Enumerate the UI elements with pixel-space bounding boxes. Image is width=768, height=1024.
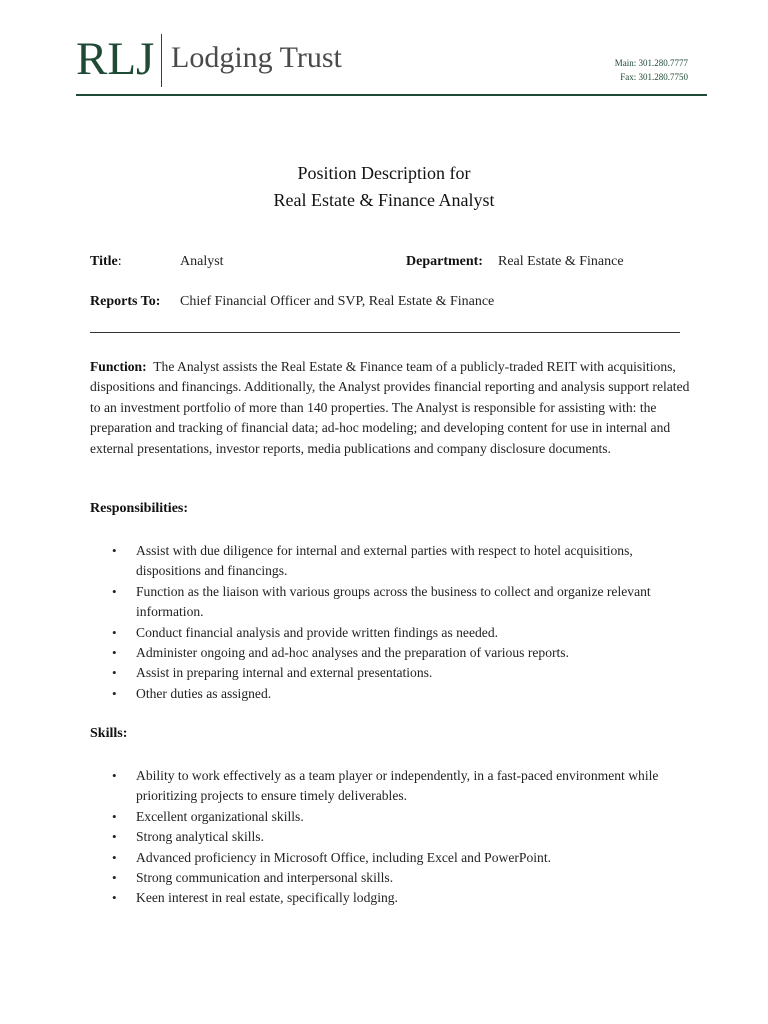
contact-block: [615, 56, 688, 84]
list-item-text: Strong communication and interpersonal skills.: [136, 870, 394, 886]
fax-number: Fax: 301.280.7750: [620, 72, 688, 82]
department-field-value: Real Estate & Finance: [498, 254, 624, 269]
list-item-text: Keen interest in real estate, specifically lodging.: [136, 890, 398, 906]
company-logo-name: Lodging Trust: [171, 41, 342, 74]
document-title-line2: Real Estate & Finance Analyst: [273, 190, 495, 210]
responsibilities-list: [90, 541, 690, 704]
bullet-icon: •: [112, 829, 117, 845]
bullet-icon: •: [112, 849, 117, 865]
list-item-text: Advanced proficiency in Microsoft Office, including Excel and PowerPoint.: [136, 849, 552, 865]
list-item: [90, 684, 690, 704]
reports-to-field-label: Reports To:: [90, 294, 161, 309]
function-paragraph: [90, 357, 690, 459]
list-item: [90, 766, 690, 807]
bullet-icon: •: [112, 685, 117, 701]
skills-list: [90, 766, 690, 909]
list-item-text: Strong analytical skills.: [136, 829, 264, 845]
responsibilities-heading: Responsibilities:: [90, 501, 189, 516]
list-item: [90, 643, 690, 663]
main-phone: Main: 301.280.7777: [614, 58, 688, 68]
list-item: [90, 827, 690, 847]
title-label-text: Title: [90, 254, 118, 269]
function-text: The Analyst assists the Real Estate & Finance team of a publicly-traded REIT with acquisitions, dispositions and financings. Additionally, the Analyst provides financial reporting and analysis support related to an investment portfolio of more than 140 properties. The Analyst is responsible for assisting with: the preparation and tracking of financial data; ad-hoc modeling; and developing content for use in internal and external presentations, investor reports, media publications and company disclosure documents.: [90, 359, 690, 456]
list-item-text: Function as the liaison with various groups across the business to collect and organize relevant information.: [136, 583, 651, 620]
header-rule: [76, 94, 707, 96]
bullet-icon: •: [112, 624, 117, 640]
list-item: [90, 541, 690, 582]
bullet-icon: •: [112, 665, 117, 681]
list-item: [90, 623, 690, 643]
title-label-colon: :: [117, 254, 122, 269]
bullet-icon: •: [112, 870, 117, 886]
company-logo-initials: RLJ: [76, 33, 155, 85]
reports-to-field-value: Chief Financial Officer and SVP, Real Estate & Finance: [180, 294, 495, 309]
bullet-icon: •: [112, 768, 117, 783]
department-field-label: Department:: [406, 254, 483, 269]
list-item-text: Administer ongoing and ad-hoc analyses and the preparation of various reports.: [136, 645, 569, 661]
document-title-line1: Position Description for: [297, 163, 471, 183]
list-item-text: Conduct financial analysis and provide written findings as needed.: [136, 624, 499, 640]
bullet-icon: •: [112, 645, 117, 661]
skills-heading: Skills:: [90, 726, 128, 741]
list-item: [90, 807, 690, 827]
list-item: [90, 868, 690, 888]
logo-divider: [161, 34, 162, 87]
list-item-text: Ability to work effectively as a team player or independently, in a fast-paced environment while prioritizing projects to ensure timely deliverables.: [136, 768, 659, 804]
title-field-label: [90, 254, 122, 270]
bullet-icon: •: [112, 543, 117, 558]
list-item: [90, 582, 690, 623]
bullet-icon: •: [112, 808, 117, 824]
function-label: Function:: [90, 359, 147, 374]
fields-divider: [90, 332, 680, 333]
list-item-text: Assist with due diligence for internal and external parties with respect to hotel acquisitions, dispositions and financings.: [136, 543, 633, 579]
list-item: [90, 888, 690, 908]
bullet-icon: •: [112, 583, 117, 599]
title-field-value: Analyst: [180, 254, 224, 269]
list-item-text: Assist in preparing internal and external presentations.: [136, 665, 433, 681]
list-item-text: Other duties as assigned.: [136, 685, 272, 701]
list-item: [90, 848, 690, 868]
bullet-icon: •: [112, 890, 117, 906]
list-item-text: Excellent organizational skills.: [136, 808, 304, 824]
list-item: [90, 663, 690, 683]
